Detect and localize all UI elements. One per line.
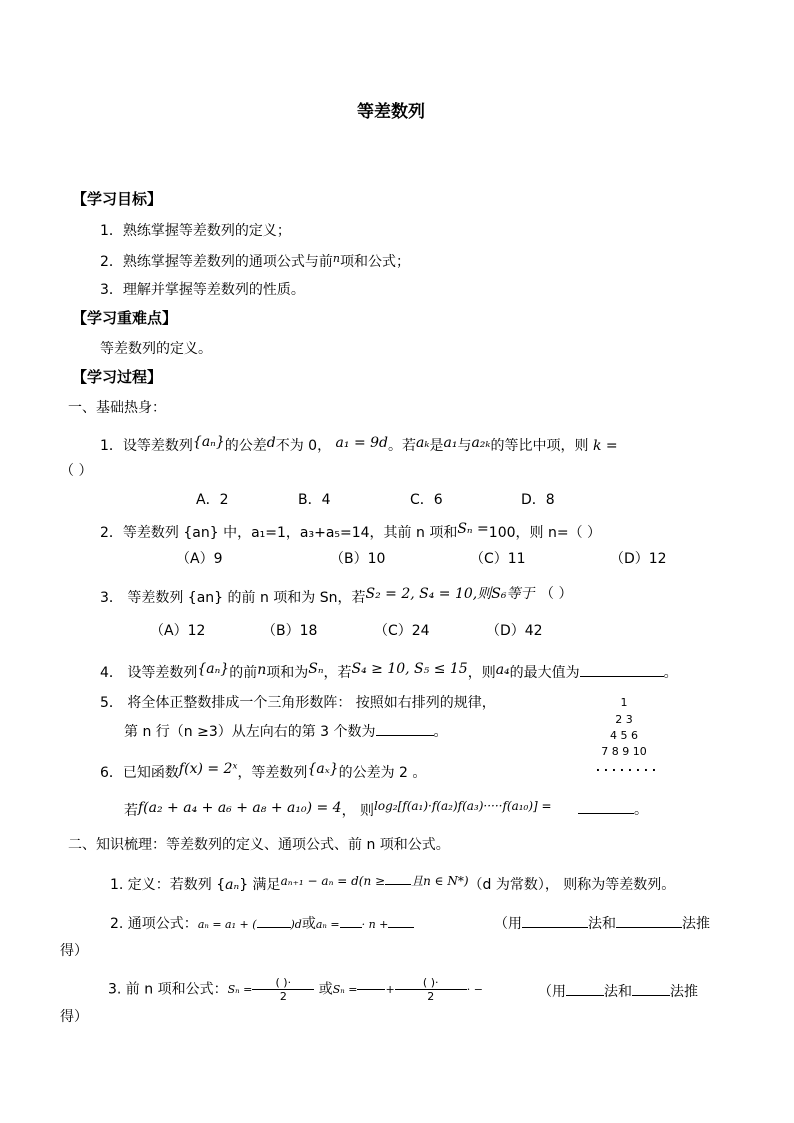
gen-text-4: 法和 (588, 916, 616, 932)
q6-seq: {aₓ} (307, 761, 339, 777)
goal-item-2-tail: 项和公式； (340, 254, 410, 270)
question-3 (100, 587, 534, 605)
def-text-3: （d 为常数）， 则称为等差数列。 (468, 877, 676, 893)
q1-option-c: C．6 (410, 492, 443, 508)
q5-end: 。 (433, 724, 448, 740)
general-term-line (110, 917, 414, 931)
general-term-method (494, 917, 710, 931)
question-4 (100, 662, 678, 680)
q2-option-d: （D）12 (610, 551, 667, 567)
def-an: aₙ (225, 877, 240, 893)
q4-text-4: ，若 (323, 665, 352, 681)
gen-formula-1: aₙ = a₁ + ( (197, 918, 257, 931)
q1-paren: （ ） (60, 463, 93, 479)
sum-den-1: 2 (279, 990, 287, 1003)
sum-text-1: 3. 前 n 项和公式： (108, 981, 228, 998)
sum-text-2: 或 (318, 981, 333, 998)
part2-heading: 二、知识梳理：等差数列的定义、通项公式、前 n 项和公式。 (68, 837, 450, 853)
q1-a2k: a₂ₖ (471, 435, 491, 451)
q4-a4: a₄ (495, 662, 510, 678)
goal-item-2 (100, 253, 410, 269)
def-blank[interactable] (385, 884, 411, 885)
triangle-row-4: 7 8 9 10 (601, 745, 647, 758)
q1-eq: a₁ = 9d (335, 435, 389, 451)
q1-ak: aₖ (416, 435, 430, 451)
gen-method-blank-2[interactable] (616, 927, 682, 928)
q6-expr: log₂[f(a₁)·f(a₂)f(a₃)·····f(a₁₀)] = (374, 799, 552, 813)
key-points-heading: 【学习重难点】 (72, 309, 178, 327)
triangle-row-2: 2 3 (615, 713, 633, 726)
sum-blank-1[interactable] (357, 989, 385, 990)
gen-blank-1[interactable] (257, 927, 291, 928)
sum-tail: · − (466, 983, 483, 996)
q1-option-d: D．8 (521, 492, 555, 508)
q4-end: 。 (663, 665, 678, 681)
sum-text-5: 法推 (670, 984, 698, 1000)
q4-text-6: 的最大值为 (509, 665, 580, 681)
part1-heading: 一、基础热身： (68, 400, 166, 416)
q6-text-1: 6．已知函数 (100, 765, 179, 781)
q6-cond: f(a₂ + a₄ + a₆ + a₈ + a₁₀) = 4 (138, 800, 342, 816)
general-term-wrap: 得） (60, 943, 88, 959)
q3-cond: S₂ = 2, S₄ = 10,则S₆等于 (365, 586, 535, 602)
sum-den-2: 2 (427, 990, 435, 1003)
q1-option-b: B．4 (298, 492, 331, 508)
q6-text-4: 若 (124, 803, 138, 819)
gen-text-3: （用 (494, 916, 522, 932)
q3-paren: （ ） (540, 586, 573, 602)
sum-method-blank-1[interactable] (566, 995, 604, 996)
question-2 (100, 522, 601, 540)
gen-text-2: 或 (301, 916, 316, 932)
sum-fraction-2 (395, 977, 467, 1002)
q3-option-c: （C）24 (374, 623, 430, 639)
q4-text-5: ，则 (467, 665, 496, 681)
q2-option-b: （B）10 (330, 551, 386, 567)
q6-fx: f(x) = 2ˣ (178, 761, 238, 777)
process-heading: 【学习过程】 (72, 368, 163, 386)
goals-heading: 【学习目标】 (72, 190, 163, 208)
q1-text-3: 不为 0， (275, 438, 332, 454)
question-5-line-2 (124, 725, 448, 739)
gen-text-1: 2. 通项公式： (110, 916, 198, 932)
sum-num-1: ( )· (252, 977, 314, 990)
q1-text-2: 的公差 (224, 438, 267, 454)
def-text-2: } 满足 (239, 877, 281, 893)
gen-formula-4: · n + (361, 918, 389, 931)
q2-text-2: 100，则 n=（ ） (488, 525, 602, 541)
def-formula-1: aₙ₊₁ − aₙ = d(n ≥ (280, 874, 386, 888)
q1-d: d (266, 435, 276, 451)
question-6-line-2 (124, 800, 552, 818)
sum-num-2: ( )· (395, 977, 467, 990)
q4-text-3: 项和为 (266, 665, 309, 681)
sum-text-3: （用 (538, 984, 566, 1000)
q1-text-1: 1．设等差数列 (100, 438, 193, 454)
triangle-row-5: . . . . . . . . (595, 761, 657, 774)
goal-item-1: 1．熟练掌握等差数列的定义； (100, 223, 291, 239)
q6-text-5: ， 则 (341, 803, 375, 819)
q6-answer-blank[interactable] (578, 813, 634, 814)
sum-text-4: 法和 (604, 984, 632, 1000)
q4-answer-blank[interactable] (580, 676, 664, 677)
sum-line (108, 977, 483, 1007)
goal-item-2-text: 2．熟练掌握等差数列的通项公式与前 (100, 254, 333, 270)
sum-sn: Sₙ = (227, 983, 253, 996)
q6-end: 。 (634, 802, 648, 818)
q1-text-7: 的等比中项，则 (490, 438, 589, 454)
q1-text-6: 与 (457, 438, 472, 454)
goal-n-var: n (332, 252, 340, 265)
gen-formula-2: )d (290, 918, 302, 931)
q4-cond: S₄ ≥ 10, S₅ ≤ 15 (351, 661, 468, 677)
question-5-line-1: 5． 将全体正整数排成一个三角形数阵： 按照如右排列的规律， (100, 695, 496, 711)
q1-option-a: A．2 (196, 492, 229, 508)
q1-a1: a₁ (443, 435, 458, 451)
q3-option-a: （A）12 (150, 623, 206, 639)
def-formula-2: 且n ∈ N*) (411, 874, 469, 888)
q4-sn: Sₙ (308, 661, 324, 677)
gen-formula-3: aₙ = (315, 918, 340, 931)
def-text-1: 1. 定义：若数列 { (110, 877, 226, 893)
q1-text-5: 是 (429, 438, 444, 454)
sum-sn-2: Sₙ = (332, 983, 358, 996)
sum-plus: + (385, 983, 395, 996)
q4-text-1: 4． 设等差数列 (100, 665, 198, 681)
gen-method-blank-1[interactable] (522, 927, 588, 928)
q2-option-c: （C）11 (470, 551, 526, 567)
goal-item-3: 3．理解并掌握等差数列的性质。 (100, 282, 305, 298)
key-points-text: 等差数列的定义。 (100, 341, 212, 357)
q1-k: k = (592, 438, 618, 454)
q3-option-d: （D）42 (486, 623, 543, 639)
q5-text-2: 第 n 行（n ≥3）从左向右的第 3 个数为 (124, 724, 376, 740)
definition-line (110, 875, 675, 892)
sum-method-blank-2[interactable] (632, 995, 670, 996)
triangle-row-1: 1 (620, 696, 628, 709)
sum-wrap: 得） (60, 1009, 88, 1025)
page-title: 等差数列 (357, 102, 425, 122)
q6-text-2: ，等差数列 (237, 765, 308, 781)
q4-seq: {aₙ} (197, 661, 230, 677)
gen-blank-3[interactable] (388, 927, 414, 928)
q4-text-2: 的前 (229, 665, 258, 681)
triangle-row-3: 4 5 6 (610, 729, 638, 742)
q2-option-a: （A）9 (176, 551, 223, 567)
q6-text-3: 的公差为 2 。 (338, 765, 427, 781)
q3-option-b: （B）18 (262, 623, 318, 639)
q5-answer-blank[interactable] (376, 735, 434, 736)
sum-method (538, 985, 698, 999)
q2-text-1: 2．等差数列 {an} 中，a₁=1，a₃+a₅=14，其前 n 项和 (100, 525, 458, 541)
q1-text-4: 。若 (388, 438, 417, 454)
q6-answer (578, 803, 648, 817)
sum-fraction-1 (252, 977, 314, 1002)
q1-seq: {aₙ} (192, 434, 225, 450)
q2-sn: Sₙ = (457, 521, 489, 537)
question-1 (100, 435, 618, 453)
gen-text-5: 法推 (682, 916, 710, 932)
q3-text-1: 3． 等差数列 {an} 的前 n 项和为 Sn，若 (100, 590, 366, 606)
gen-blank-2[interactable] (340, 927, 362, 928)
q4-n: n (257, 662, 267, 678)
question-6-line-1 (100, 762, 426, 780)
